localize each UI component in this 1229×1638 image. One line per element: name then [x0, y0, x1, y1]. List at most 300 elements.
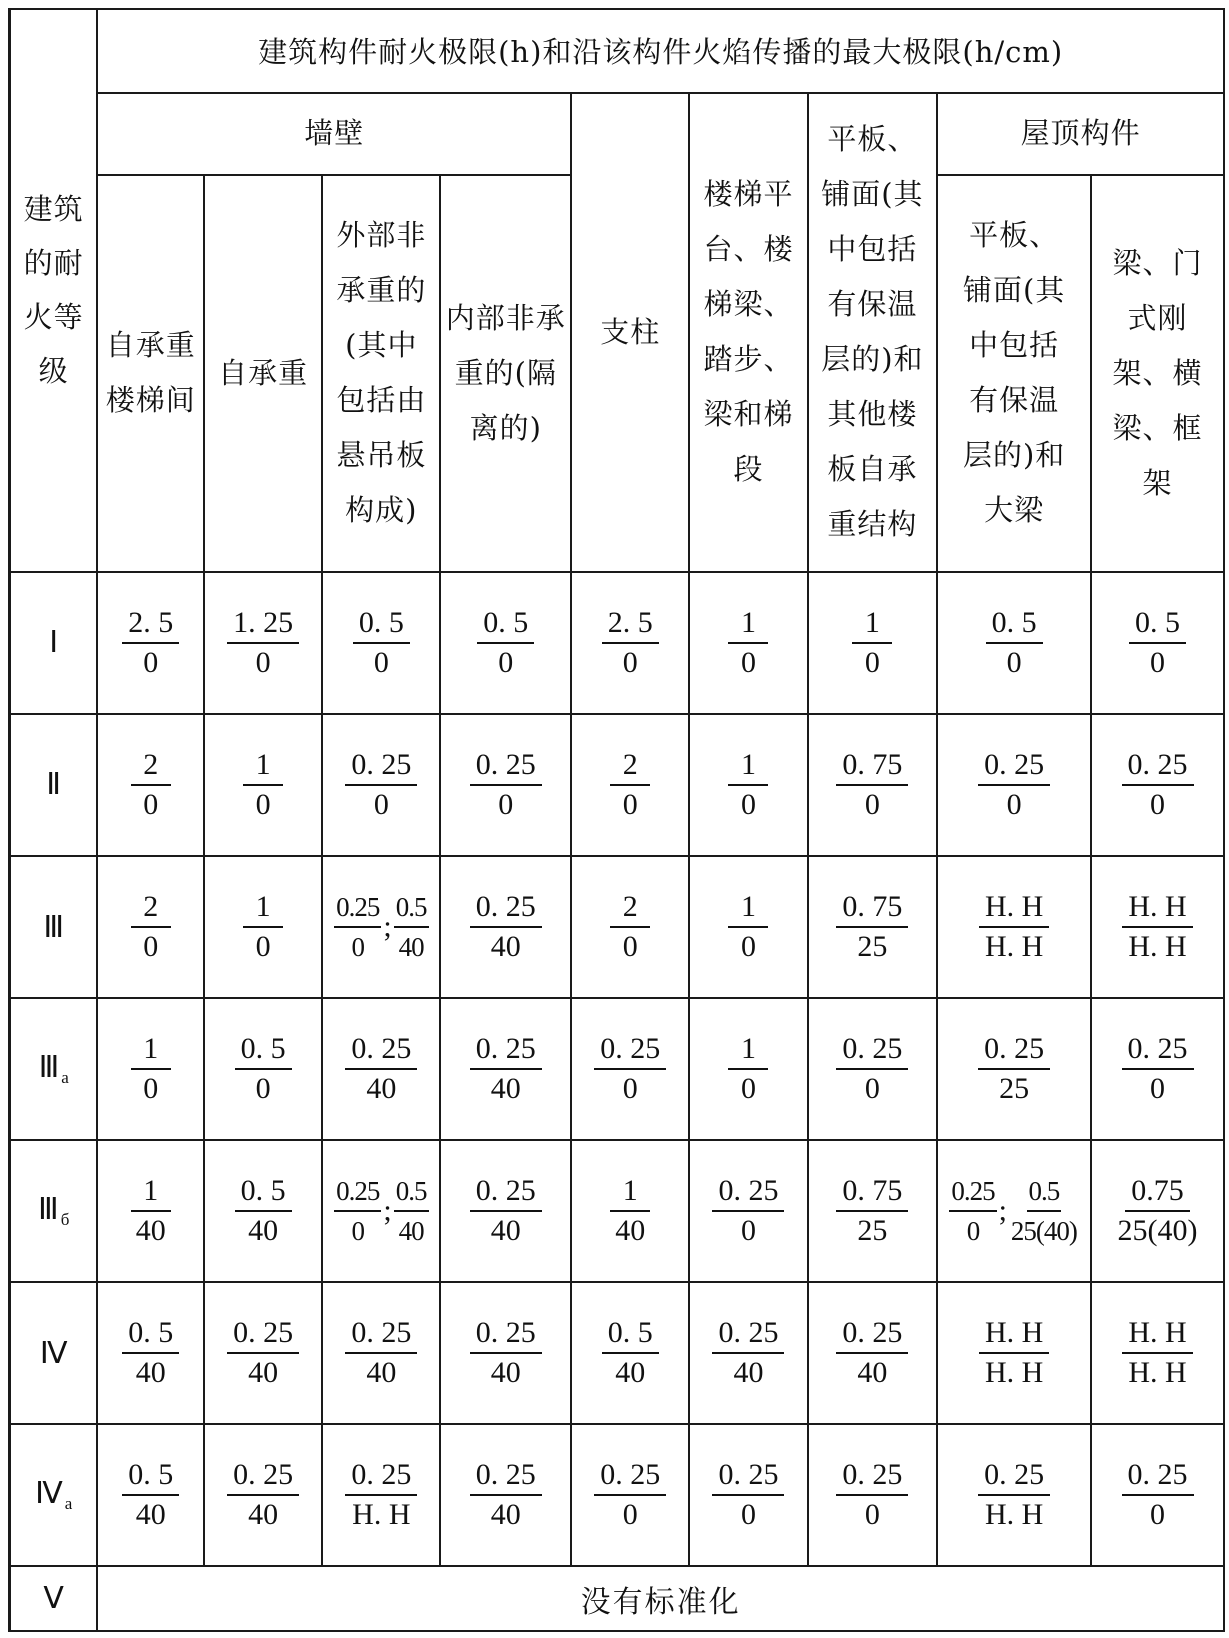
fraction-numerator: 0. 25: [227, 1458, 299, 1496]
fraction-numerator: 0. 25: [470, 1032, 542, 1070]
fraction: [836, 1174, 908, 1248]
fraction: [978, 1458, 1050, 1532]
fraction: [1009, 1174, 1079, 1248]
fraction-denominator: 40: [857, 1356, 888, 1390]
header-walls: 墙壁: [97, 93, 571, 176]
fraction-separator: ;: [998, 1194, 1007, 1228]
fraction-denominator: 0: [255, 1072, 271, 1106]
grade-label: Ⅲ: [43, 910, 65, 944]
fraction: [836, 748, 908, 822]
value-cell: [1091, 998, 1224, 1140]
value-cell: [204, 1424, 322, 1566]
fraction-denominator: 0: [351, 1216, 365, 1247]
table-row: [10, 1424, 1225, 1566]
fraction: [470, 1032, 542, 1106]
fraction-numerator: H. H: [1122, 890, 1192, 928]
fraction-numerator: 0.75: [1125, 1174, 1190, 1212]
fraction-denominator: 0: [373, 787, 389, 821]
fraction: [130, 1174, 172, 1248]
fraction-denominator: 0: [622, 787, 638, 821]
fraction-denominator: 0: [373, 645, 389, 679]
fraction-numerator: 0. 5: [235, 1032, 292, 1070]
subheader-self-bearing-stairwell-label: 自承重楼梯间: [105, 328, 196, 418]
fraction: [477, 606, 534, 680]
fraction: [334, 1174, 381, 1248]
value-cell: [571, 572, 689, 714]
fraction-numerator: 0. 75: [836, 748, 908, 786]
value-cell: [97, 1282, 204, 1424]
fraction-denominator: H. H: [1128, 930, 1187, 963]
fraction-denominator: 0: [740, 930, 756, 963]
fraction-denominator: 0: [1006, 645, 1022, 679]
fraction: [235, 1174, 292, 1248]
fraction-numerator: 1: [131, 1032, 171, 1070]
value-cell: [689, 572, 807, 714]
fraction: [610, 890, 650, 964]
value-cell: [440, 714, 571, 856]
fraction-numerator: 0. 25: [470, 1316, 542, 1354]
fraction: [602, 1316, 659, 1390]
value-cell: [322, 998, 440, 1140]
fraction: [243, 890, 283, 964]
grade-subscript: a: [61, 1068, 69, 1088]
fraction-denominator: 40: [398, 932, 424, 962]
fraction-numerator: 1. 25: [227, 606, 299, 644]
fraction-denominator: 0: [740, 1072, 756, 1106]
fraction-denominator: 40: [615, 1214, 646, 1248]
fraction-denominator: 40: [490, 1356, 521, 1390]
value-cell: [937, 1140, 1091, 1282]
fraction-numerator: 0.5: [1027, 1174, 1062, 1212]
fraction: [345, 748, 417, 822]
grade-header: [10, 9, 98, 572]
fraction-denominator: 0: [740, 1498, 756, 1532]
fraction-numerator: 0. 25: [712, 1316, 784, 1354]
fraction-denominator: 40: [366, 1072, 397, 1106]
grade-cell: [10, 714, 98, 856]
fraction-numerator: 1: [728, 606, 768, 644]
fraction-denominator: H. H: [984, 930, 1044, 963]
fraction: [978, 748, 1050, 822]
header-roof: 屋顶构件: [937, 93, 1224, 176]
fraction: [609, 1174, 651, 1248]
fraction-numerator: 0. 25: [978, 1032, 1050, 1070]
fraction-denominator: 0: [622, 1072, 638, 1106]
fraction: [1112, 1174, 1204, 1248]
fraction-numerator: 0. 25: [1122, 1458, 1194, 1496]
grade-label: Ⅲ: [38, 1193, 59, 1227]
value-cell: [322, 714, 440, 856]
value-cell: [1091, 1282, 1224, 1424]
fraction: [470, 1316, 542, 1390]
fraction-denominator: 25(40): [1117, 1214, 1198, 1248]
value-cell: [808, 998, 938, 1140]
fraction: [470, 1174, 542, 1248]
fraction-numerator: 0. 25: [712, 1458, 784, 1496]
grade-label: Ⅳ: [35, 1477, 63, 1511]
value-cell: [440, 572, 571, 714]
fraction: [712, 1316, 784, 1390]
fraction-denominator: 0: [498, 787, 514, 821]
fraction: [852, 606, 892, 680]
table-row: [10, 998, 1225, 1140]
fraction-denominator: H. H: [984, 1356, 1044, 1390]
fraction-denominator: 0: [966, 1216, 980, 1247]
fraction: [243, 748, 283, 822]
fraction-numerator: 0. 75: [836, 890, 908, 928]
fraction-denominator: 0: [622, 645, 638, 679]
value-cell: [97, 856, 204, 998]
fraction: [836, 1458, 908, 1532]
fraction: [712, 1458, 784, 1532]
fraction: [122, 1316, 179, 1390]
value-cell: [689, 856, 807, 998]
fraction-denominator: 40: [248, 1214, 279, 1248]
value-cell: [571, 998, 689, 1140]
fraction-numerator: 0. 25: [594, 1458, 666, 1496]
fraction: [334, 890, 381, 964]
fraction-numerator: 0. 5: [1129, 606, 1186, 644]
fraction-denominator: 40: [135, 1214, 166, 1248]
table-title: 建筑构件耐火极限(h)和沿该构件火焰传播的最大极限(h/cm): [97, 9, 1224, 93]
value-cell: [97, 572, 204, 714]
fraction-numerator: 0.5: [394, 1174, 429, 1212]
fraction-denominator: 40: [490, 1498, 521, 1532]
value-cell: [204, 998, 322, 1140]
fraction-denominator: 0: [1006, 787, 1022, 821]
fraction-numerator: 2: [131, 748, 171, 786]
value-cell: [440, 998, 571, 1140]
fraction-denominator: 0: [864, 1072, 880, 1106]
fraction: [122, 1458, 179, 1532]
fraction-denominator: 25: [857, 930, 888, 963]
value-cell: [937, 856, 1091, 998]
fraction-denominator: H. H: [352, 1498, 411, 1532]
value-cell: [808, 1140, 938, 1282]
subheader-self-bearing: 自承重: [204, 175, 322, 572]
header-slabs-label: 平板、铺面(其中包括有保温层的)和其他楼板自承重结构: [821, 122, 924, 542]
grade-label: Ⅱ: [46, 768, 62, 802]
fraction-numerator: 0. 25: [712, 1174, 784, 1212]
table-row: [10, 1566, 1225, 1631]
fraction: [728, 890, 768, 964]
fraction-numerator: 0. 5: [986, 606, 1043, 644]
fraction-numerator: 0. 75: [836, 1174, 908, 1212]
header-columns: [571, 93, 689, 572]
value-cell: [808, 572, 938, 714]
fraction: [979, 1316, 1049, 1390]
value-cell: [937, 1282, 1091, 1424]
grade-cell: Ⅴ: [10, 1566, 98, 1631]
fraction-numerator: 0. 25: [345, 1032, 417, 1070]
table-row: [10, 1282, 1225, 1424]
fraction-denominator: H. H: [1128, 1356, 1187, 1390]
value-cell: [808, 714, 938, 856]
fraction: [979, 890, 1049, 964]
value-cell: [689, 714, 807, 856]
fraction-denominator: 0: [498, 645, 514, 679]
grade-header-label: 建筑的耐火等级: [23, 192, 84, 389]
fraction: [986, 606, 1043, 680]
value-cell: [322, 856, 440, 998]
table-row: [10, 572, 1225, 714]
fraction: [394, 890, 429, 964]
fraction: [610, 748, 650, 822]
fraction-separator: ;: [383, 1194, 392, 1228]
fraction-numerator: 0. 25: [978, 748, 1050, 786]
fraction: [949, 1174, 996, 1248]
value-cell: [97, 1140, 204, 1282]
fraction-numerator: 0. 25: [470, 748, 542, 786]
table-row: [10, 856, 1225, 998]
fraction-denominator: 40: [366, 1356, 397, 1390]
fraction-pair: [334, 890, 428, 964]
fraction-denominator: 0: [740, 645, 756, 679]
subheader-roof-beams: [1091, 175, 1224, 572]
fraction-numerator: 0. 25: [345, 1458, 417, 1496]
fraction-denominator: 40: [248, 1356, 279, 1390]
value-cell: [937, 998, 1091, 1140]
fraction: [122, 606, 179, 680]
grade-cell: [10, 1424, 98, 1566]
fraction-numerator: 0. 25: [470, 1458, 542, 1496]
fraction: [836, 890, 908, 964]
fraction: [470, 748, 542, 822]
value-cell: [440, 1424, 571, 1566]
fraction-denominator: 0: [864, 787, 880, 821]
grade-label: Ⅰ: [49, 626, 59, 660]
fraction-denominator: 25: [999, 1072, 1030, 1106]
subheader-roof-slabs: [937, 175, 1091, 572]
fraction-denominator: 40: [490, 1072, 521, 1106]
grade-cell: [10, 856, 98, 998]
fraction-numerator: 0. 25: [1122, 1032, 1194, 1070]
fraction-numerator: 2. 5: [602, 606, 659, 644]
fraction: [227, 1458, 299, 1532]
header-slabs: [808, 93, 938, 572]
fraction-denominator: 0: [1150, 645, 1165, 679]
fraction-numerator: 1: [243, 748, 283, 786]
fraction-denominator: 0: [864, 1498, 880, 1532]
fraction: [227, 606, 299, 680]
fraction-numerator: 0.25: [334, 1174, 381, 1212]
fraction-denominator: 0: [143, 1072, 159, 1106]
fraction-numerator: 0. 25: [470, 890, 542, 928]
subheader-self-bearing-stairwell: [97, 175, 204, 572]
not-standardized-cell: 没有标准化: [97, 1566, 1224, 1631]
fraction-numerator: 0. 25: [345, 748, 417, 786]
fraction-denominator: 0: [622, 1498, 638, 1532]
grade-subscript: б: [60, 1210, 70, 1230]
fraction-numerator: 1: [852, 606, 892, 644]
fraction-numerator: 1: [728, 748, 768, 786]
fraction: [470, 1458, 542, 1532]
fraction-numerator: 0. 5: [477, 606, 534, 644]
value-cell: [204, 856, 322, 998]
fraction-denominator: 0: [1150, 787, 1165, 821]
fraction-numerator: 0. 25: [345, 1316, 417, 1354]
fraction: [728, 1032, 768, 1106]
fraction-denominator: 40: [135, 1356, 166, 1390]
table-row: [10, 714, 1225, 856]
value-cell: [689, 1424, 807, 1566]
fraction-numerator: 0. 25: [1122, 748, 1194, 786]
fraction-denominator: 0: [255, 930, 271, 963]
value-cell: [571, 714, 689, 856]
value-cell: [440, 1282, 571, 1424]
fire-resistance-table: [8, 8, 1225, 1632]
fraction-denominator: 0: [143, 645, 159, 679]
value-cell: [937, 714, 1091, 856]
fraction: [131, 748, 171, 822]
fraction: [131, 890, 171, 964]
grade-label: Ⅳ: [39, 1336, 68, 1370]
fraction: [594, 1032, 666, 1106]
value-cell: [204, 572, 322, 714]
fraction-numerator: 0. 25: [978, 1458, 1050, 1496]
fraction: [1122, 1316, 1192, 1390]
fraction: [1129, 606, 1186, 680]
fraction-denominator: 40: [398, 1216, 424, 1247]
fraction-denominator: 0: [255, 787, 271, 821]
fraction-denominator: 0: [864, 645, 880, 679]
value-cell: [1091, 1424, 1224, 1566]
subheader-external-nonbearing: [322, 175, 440, 572]
value-cell: [1091, 1140, 1224, 1282]
grade-cell: [10, 1282, 98, 1424]
value-cell: [571, 1140, 689, 1282]
fraction: [470, 890, 542, 964]
header-stairs-label: 楼梯平台、楼梯梁、踏步、梁和梯段: [703, 177, 794, 487]
value-cell: [1091, 572, 1224, 714]
fraction-numerator: 1: [728, 1032, 768, 1070]
fraction-separator: ;: [383, 910, 392, 943]
fraction: [1122, 1032, 1194, 1106]
fraction-numerator: 0. 5: [122, 1316, 179, 1354]
value-cell: [322, 1282, 440, 1424]
fraction: [1122, 890, 1192, 964]
value-cell: [204, 714, 322, 856]
fraction-numerator: 0.25: [949, 1174, 996, 1212]
fraction-denominator: 0: [351, 932, 365, 962]
fraction: [1122, 1458, 1194, 1532]
value-cell: [440, 1140, 571, 1282]
fraction-denominator: 0: [143, 787, 159, 821]
fraction-numerator: 0. 5: [122, 1458, 179, 1496]
value-cell: [1091, 856, 1224, 998]
subheader-internal-nonbearing-label: 内部非承重的(隔离的): [445, 300, 566, 445]
value-cell: [322, 1424, 440, 1566]
fraction-numerator: H. H: [1122, 1316, 1192, 1354]
value-cell: [97, 1424, 204, 1566]
header-stairs: [689, 93, 807, 572]
subheader-roof-slabs-label: 平板、铺面(其中包括有保温层的)和大梁: [962, 218, 1066, 528]
fraction-denominator: 25(40): [1010, 1216, 1077, 1247]
fraction: [602, 606, 659, 680]
value-cell: [571, 1424, 689, 1566]
fraction: [235, 1032, 292, 1106]
value-cell: [689, 1140, 807, 1282]
value-cell: [440, 856, 571, 998]
fraction-numerator: 0. 5: [602, 1316, 659, 1354]
fraction: [227, 1316, 299, 1390]
fraction-denominator: 40: [490, 930, 521, 963]
value-cell: [204, 1282, 322, 1424]
fraction-numerator: 1: [728, 890, 768, 928]
fraction-numerator: 2: [131, 890, 171, 928]
fraction: [978, 1032, 1050, 1106]
fraction: [394, 1174, 429, 1248]
grade-cell: [10, 1140, 98, 1282]
value-cell: [808, 1424, 938, 1566]
fraction: [712, 1174, 784, 1248]
fraction-pair: [334, 1174, 428, 1248]
fraction-numerator: 0. 25: [836, 1316, 908, 1354]
value-cell: [97, 714, 204, 856]
value-cell: [204, 1140, 322, 1282]
value-cell: [97, 998, 204, 1140]
fraction: [728, 606, 768, 680]
fraction-denominator: 25: [857, 1214, 888, 1248]
fraction-numerator: 1: [243, 890, 283, 928]
fraction: [345, 1316, 417, 1390]
fraction-denominator: 0: [1150, 1072, 1165, 1106]
table-row: [10, 1140, 1225, 1282]
fraction-numerator: H. H: [979, 890, 1049, 928]
fraction-denominator: 0: [143, 930, 159, 963]
value-cell: [808, 856, 938, 998]
fraction: [345, 1458, 417, 1532]
subheader-roof-beams-label: 梁、门式刚架、横梁、框架: [1112, 245, 1203, 500]
fraction-numerator: 2: [610, 748, 650, 786]
fraction-denominator: 0: [740, 1214, 756, 1248]
value-cell: [571, 1282, 689, 1424]
fraction: [131, 1032, 171, 1106]
fraction-numerator: 0. 5: [353, 606, 410, 644]
fraction-denominator: 40: [733, 1356, 764, 1390]
fraction: [353, 606, 410, 680]
value-cell: [808, 1282, 938, 1424]
value-cell: [322, 1140, 440, 1282]
fraction-denominator: 40: [248, 1498, 279, 1532]
value-cell: [937, 572, 1091, 714]
fraction-denominator: 40: [615, 1356, 646, 1390]
fraction-denominator: 0: [1150, 1498, 1165, 1532]
fraction-numerator: 2. 5: [122, 606, 179, 644]
fraction-numerator: H. H: [979, 1316, 1049, 1354]
grade-cell: [10, 998, 98, 1140]
fraction: [728, 748, 768, 822]
fraction: [836, 1032, 908, 1106]
fraction-denominator: H. H: [984, 1498, 1044, 1532]
subheader-external-nonbearing-label: 外部非承重的(其中包括由悬吊板构成): [336, 218, 427, 528]
value-cell: [937, 1424, 1091, 1566]
fraction-pair: [949, 1174, 1079, 1248]
fraction-denominator: 0: [740, 787, 756, 821]
value-cell: [689, 998, 807, 1140]
value-cell: [1091, 714, 1224, 856]
fraction-denominator: 40: [135, 1498, 166, 1532]
fraction: [1122, 748, 1194, 822]
fraction-numerator: 0. 25: [836, 1458, 908, 1496]
fraction-numerator: 1: [610, 1174, 650, 1212]
fraction-numerator: 0. 5: [235, 1174, 292, 1212]
fraction-numerator: 0.5: [394, 890, 429, 928]
fraction-numerator: 1: [131, 1174, 171, 1212]
value-cell: [322, 572, 440, 714]
fraction-numerator: 0. 25: [836, 1032, 908, 1070]
fraction-denominator: 0: [255, 645, 271, 679]
